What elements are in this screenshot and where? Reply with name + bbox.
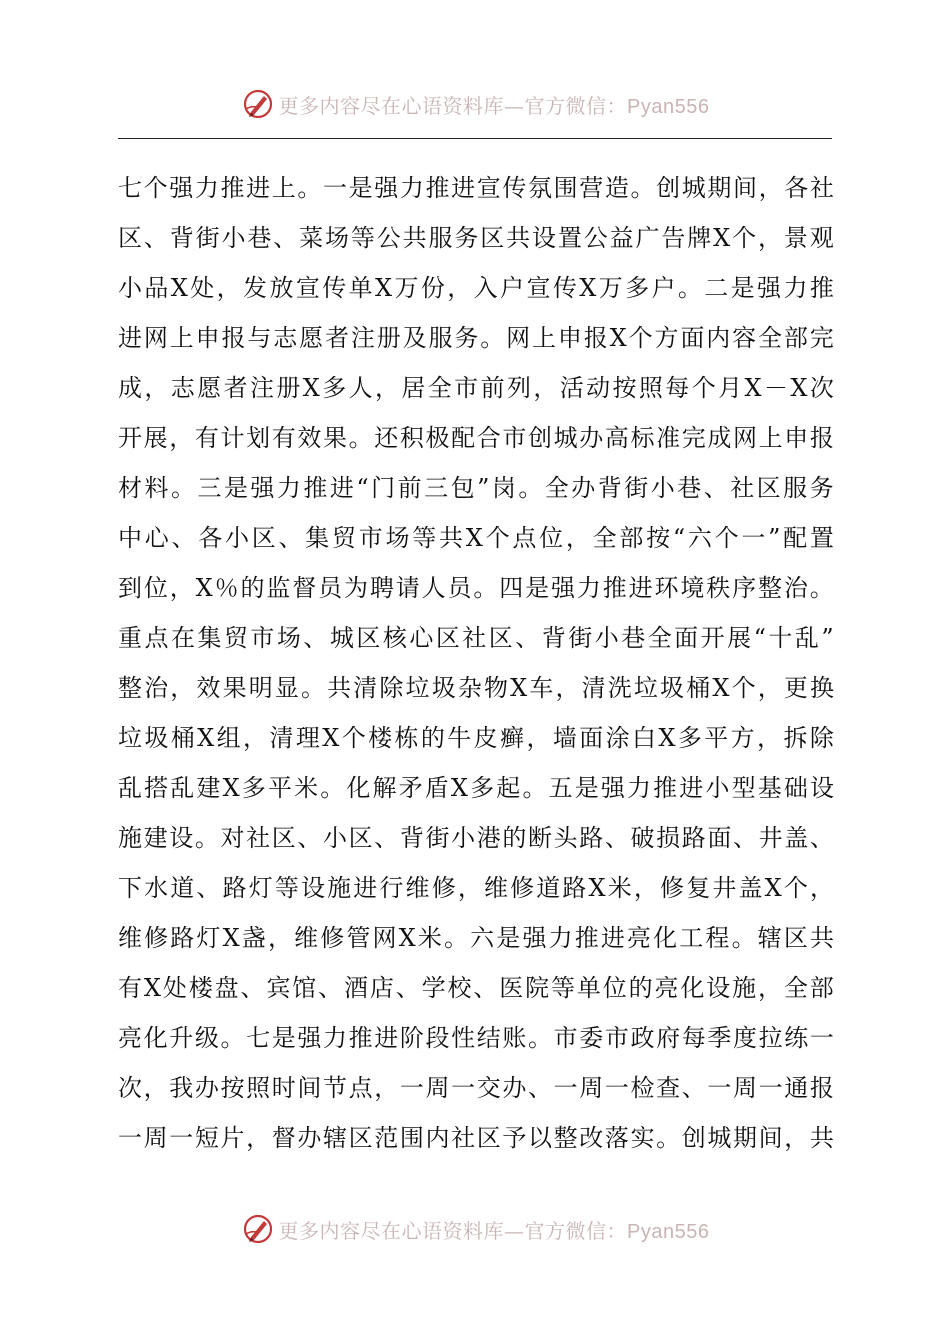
text-line: 材 料 。 三 是 强 力 推 进 “ 门 前 三 包 ” 岗 。 全 办 背 街 小 巷 、 社 区 服 务 xyxy=(118,474,834,502)
text-line: 施 建 设 。 对 社 区 、 小 区 、 背 街 小 港 的 断 头 路 、 破 损 路 面 、 井 盖 、 xyxy=(118,824,834,852)
header-wechat-id: Pyan556 xyxy=(627,95,710,118)
footer-wechat-id: Pyan556 xyxy=(627,1220,710,1243)
text-line: 有 X 处 楼 盘 、 宾 馆 、 酒 店 、 学 校 、 医 院 等 单 位 的 亮 化 设 施 ， 全 部 xyxy=(118,974,834,1002)
text-line: 开 展 ， 有 计 划 有 效 果 。 还 积 极 配 合 市 创 城 办 高 标 准 完 成 网 上 申 报 xyxy=(118,424,834,452)
text-line: 进 网 上 申 报 与 志 愿 者 注 册 及 服 务 。 网 上 申 报 X 个 方 面 内 容 全 部 完 xyxy=(118,324,834,352)
footer-banner xyxy=(0,1209,950,1249)
text-line: 区 、 背 街 小 巷 、 菜 场 等 公 共 服 务 区 共 设 置 公 益 广 告 牌 X 个 ， 景 观 xyxy=(118,224,834,252)
pen-logo-icon xyxy=(241,1212,275,1246)
text-line: 小 品 X 处 ， 发 放 宣 传 单 X 万 份 ， 入 户 宣 传 X 万 多 户 。 二 是 强 力 推 xyxy=(118,274,834,302)
text-line: 一 周 一 短 片 ， 督 办 辖 区 范 围 内 社 区 予 以 整 改 落 实 。 创 城 期 间 ， 共 xyxy=(118,1124,834,1152)
text-line: 乱 搭 乱 建 X 多 平 米 。 化 解 矛 盾 X 多 起 。 五 是 强 力 推 进 小 型 基 础 设 xyxy=(118,774,834,802)
text-line: 亮 化 升 级 。 七 是 强 力 推 进 阶 段 性 结 账 。 市 委 市 政 府 每 季 度 拉 练 一 xyxy=(118,1024,834,1052)
footer-banner-text: 更多内容尽在心语资料库—官方微信：Pyan556 xyxy=(278,1218,710,1243)
text-line: 次 ， 我 办 按 照 时 间 节 点 ， 一 周 一 交 办 、 一 周 一 检 查 、 一 周 一 通 报 xyxy=(118,1074,834,1102)
text-line: 成 ， 志 愿 者 注 册 X 多 人 ， 居 全 市 前 列 ， 活 动 按 照 每 个 月 X － X 次 xyxy=(118,374,834,402)
text-line: 整 治 ， 效 果 明 显 。 共 清 除 垃 圾 杂 物 X 车 ， 清 洗 垃 圾 桶 X 个 ， 更 换 xyxy=(118,674,834,702)
text-line: 重 点 在 集 贸 市 场 、 城 区 核 心 区 社 区 、 背 街 小 巷 全 面 开 展 “ 十 乱 ” xyxy=(118,624,834,652)
text-line: 到 位 ， X ％ 的 监 督 员 为 聘 请 人 员 。 四 是 强 力 推 进 环 境 秩 序 整 治 。 xyxy=(118,574,834,602)
text-line: 下 水 道 、 路 灯 等 设 施 进 行 维 修 ， 维 修 道 路 X 米 ， 修 复 井 盖 X 个 ， xyxy=(118,874,834,902)
header-banner xyxy=(0,84,950,124)
text-line: 中 心 、 各 小 区 、 集 贸 市 场 等 共 X 个 点 位 ， 全 部 按 “ 六 个 一 ” 配 置 xyxy=(118,524,834,552)
pen-logo-icon xyxy=(241,87,275,121)
text-line: 维 修 路 灯 X 盏 ， 维 修 管 网 X 米 。 六 是 强 力 推 进 亮 化 工 程 。 辖 区 共 xyxy=(118,924,834,952)
text-line: 七 个 强 力 推 进 上 。 一 是 强 力 推 进 宣 传 氛 围 营 造 。 创 城 期 间 ， 各 社 xyxy=(118,174,834,202)
document-body xyxy=(118,163,834,1163)
header-divider xyxy=(118,138,832,139)
header-banner-text: 更多内容尽在心语资料库—官方微信：Pyan556 xyxy=(278,93,710,118)
text-line: 垃 圾 桶 X 组 ， 清 理 X 个 楼 栋 的 牛 皮 癣 ， 墙 面 涂 白 X 多 平 方 ， 拆 除 xyxy=(118,724,834,752)
